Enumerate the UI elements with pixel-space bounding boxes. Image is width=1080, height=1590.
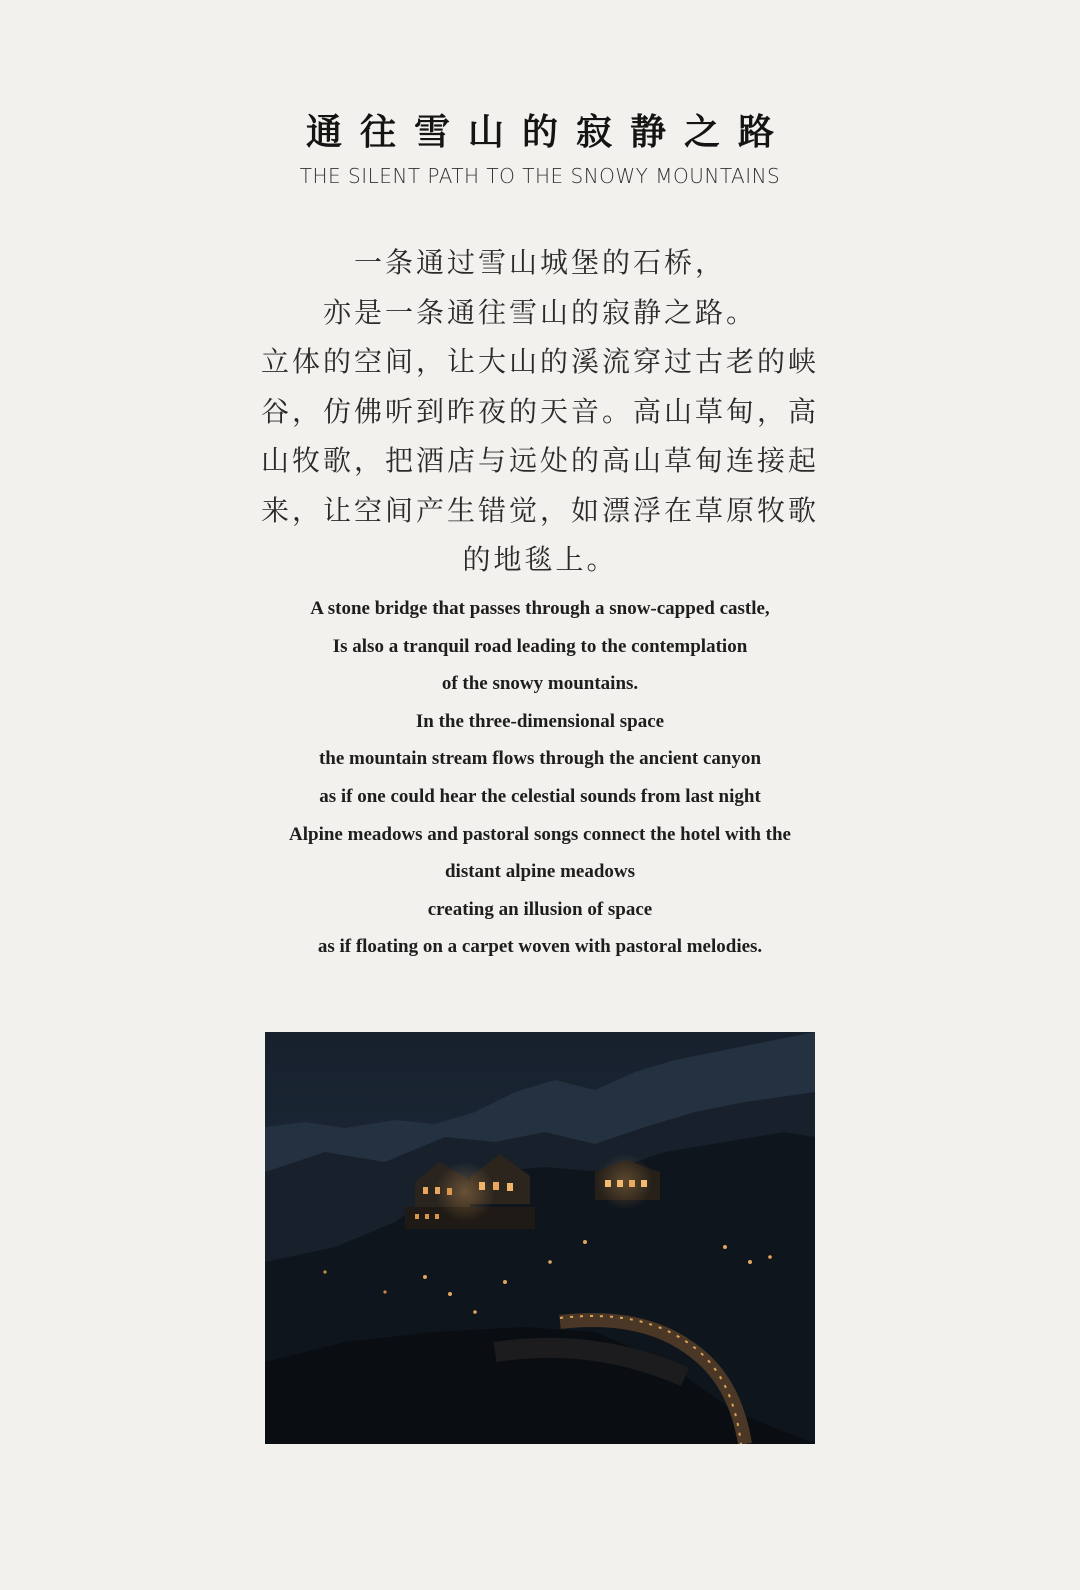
- chinese-line: 立体的空间，让大山的溪流穿过古老的峡: [260, 345, 819, 378]
- english-line: of the snowy mountains.: [441, 673, 639, 695]
- chinese-line: 谷，仿佛听到昨夜的天音。高山草甸，高: [260, 394, 819, 428]
- english-line: the mountain stream flows through the ancient canyon: [318, 748, 762, 770]
- hotel-night-photo: [265, 1032, 815, 1444]
- chinese-line: 的地毯上。: [462, 543, 618, 576]
- english-paragraph: [140, 590, 940, 966]
- chinese-line: 亦是一条通往雪山的寂静之路。: [322, 295, 757, 329]
- english-line: In the three-dimensional space: [415, 710, 665, 732]
- english-line: A stone bridge that passes through a snow-capped castle,: [310, 598, 770, 619]
- page-subtitle: THE SILENT PATH TO THE SNOWY MOUNTAINS: [299, 164, 781, 188]
- chinese-line: 来，让空间产生错觉，如漂浮在草原牧歌: [260, 493, 819, 527]
- english-line: as if one could hear the celestial sounds from last night: [319, 785, 761, 807]
- page-title: 通往雪山的寂静之路: [305, 111, 792, 153]
- english-line: creating an illusion of space: [427, 898, 653, 920]
- english-line: as if floating on a carpet woven with pastoral melodies.: [317, 936, 763, 958]
- chinese-line: 山牧歌，把酒店与远处的高山草甸连接起: [260, 444, 819, 477]
- english-line: Alpine meadows and pastoral songs connect the hotel with the: [289, 823, 791, 845]
- chinese-line: 一条通过雪山城堡的石桥，: [353, 246, 726, 279]
- english-line: distant alpine meadows: [444, 861, 636, 883]
- photo-illustration: [265, 1032, 815, 1444]
- english-line: Is also a tranquil road leading to the contemplation: [332, 635, 748, 657]
- chinese-paragraph: [200, 238, 880, 585]
